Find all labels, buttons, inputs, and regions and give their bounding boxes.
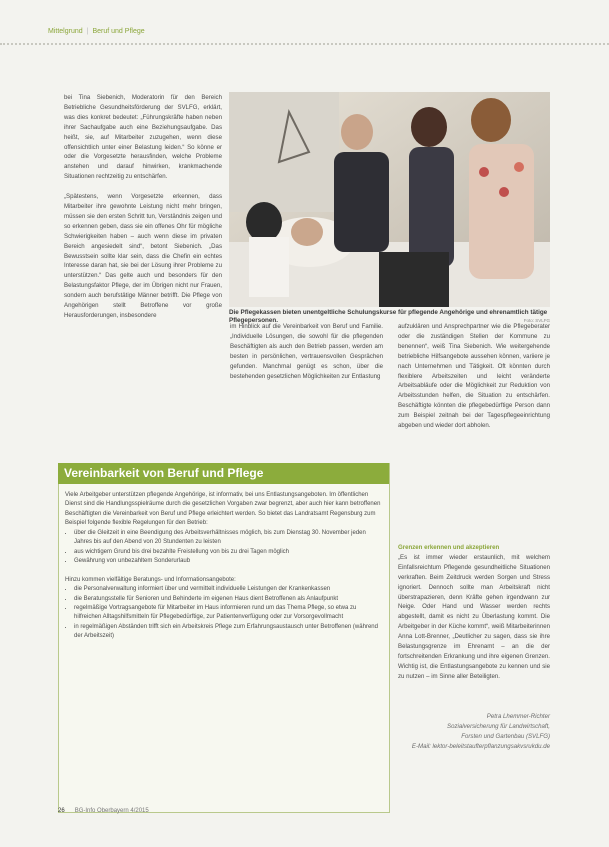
page-number: 26	[58, 808, 65, 814]
header-divider	[0, 43, 609, 45]
info-box-list-1	[65, 529, 383, 567]
list-item: • regelmäßige Vortragsangebote für Mitarbeiter im Haus informieren rund um das Thema Pflege, so etwa zu hilfreichen Alltagshilfsmitteln für Pflegebedürftige, zur Patientenverfügung oder zur Vorsorgevollmacht	[74, 604, 383, 623]
list-item: • Gewährung von unbezahltem Sonderurlaub	[74, 557, 383, 566]
list-item: • in regelmäßigen Abständen trifft sich ein Arbeitskreis Pflege zum Erfahrungsaustausch unter Betroffenen (während der Arbeitszeit)	[74, 623, 383, 642]
article-column-1: bei Tina Siebenich, Moderatorin für den Bereich Betriebliche Gesundheitsförderung der SVLFG, erklärt, was dies konkret bedeutet: „Führungskräfte haben neben ihrer Sachaufgabe auch eine Beziehungsaufgabe. Das heißt, sie, auf Mitarbeiter zuzugehen, wenn diese offensichtlich unter einer Belastung leiden.“ So könne er oder die Vorgesetzte herausfinden, welche Probleme anstehen und darauf hinwirken, krankmachende Situationen rechtzeitig zu entschärfen. „Spätestens, wenn Vorgesetzte erkennen, dass Mitarbeiter ihre gewohnte Leistung nicht mehr bringen, müssen sie den ersten Schritt tun, Verständnis zeigen und so erkennen geben, dass sie ein offenes Ohr für mögliche Schwierigkeiten haben – auch wenn diese im privaten Bereich angesiedelt sind“, betont Siebenich. „Das Bewusstsein sollte klar sein, dass die Chefin ein echtes Interesse daran hat, sie bei der Lösung ihrer Probleme zu unterstützen.“ Das gelte auch und besonders für den Belastungsfaktor Pflege, der im Übrigen nicht nur Frauen, sondern auch berufstätige Männer betrifft. Die Pflege von Angehörigen stellt Betroffene vor große Herausforderungen, insbesondere	[64, 94, 222, 319]
header-topic: Beruf und Pflege	[92, 28, 145, 35]
page-footer	[58, 808, 149, 814]
info-box-title: Vereinbarkeit von Beruf und Pflege	[58, 463, 389, 484]
list-item: • aus wichtigem Grund bis drei bezahlte Freistellung von bis zu drei Tagen möglich	[74, 548, 383, 557]
publication-name: BG-Info Oberbayern 4/2015	[74, 808, 149, 814]
info-box-intro: Viele Arbeitgeber unterstützen pflegende Angehörige, ist informativ, bei uns Entlastungsangeboten. Im öffentlichen Dienst sind die Handlungsspielräume durch die gesetzlichen Vorgaben zwar begrenzt, aber auch hier kann betroffenen Beschäftigten die Vereinbarkeit von Beruf und Pflege erleichtert werden. So bietet das Landratsamt Regensburg zum Beispiel folgende flexible Regelungen für den Betrieb:	[65, 492, 381, 527]
list-item: • die Personalverwaltung informiert über und vermittelt individuelle Leistungen der Krankenkassen	[74, 585, 383, 594]
info-box-list-2	[65, 585, 383, 642]
subheading: Grenzen erkennen und akzeptieren	[398, 544, 500, 551]
info-box-intro-2: Hinzu kommen vielfältige Beratungs- und Informationsangebote:	[65, 576, 236, 583]
author-signature: Petra Lhemmer-Richter Sozialversicherung für Landwirtschaft, Forsten und Gartenbau (SVLFG) E-Mail: lektor-beleitstaufterpflanzungsakvsrukdu.de	[411, 713, 550, 750]
info-box-text	[65, 491, 383, 642]
list-item: • über die Gleitzeit in eine Beendigung des Arbeitsverhältnisses möglich, bis zum Dienstag 30. November jeden Jahres bis auf den Abend von 20 Stundenten zu leisten	[74, 529, 383, 548]
header-section: Mittelgrund	[48, 28, 83, 35]
article-column-3b	[398, 543, 550, 682]
list-item: • die Beratungsstelle für Senioren und Behinderte im eigenen Haus dient Betroffenen als Anlaufpunkt	[74, 595, 383, 604]
article-column-2: im Hinblick auf die Vereinbarkeit von Beruf und Familie. „Individuelle Lösungen, die sowohl für die pflegenden Beschäftigten als auch den Betrieb passen, werden am besten in persönlichen, vertrauensvollen Gesprächen gefunden. Manchmal genügt es schon, über die bestehenden gesetzlichen Möglichkeiten zur Entlastung	[230, 323, 383, 380]
running-header: Mittelgrund | Beruf und Pflege	[48, 28, 145, 35]
photo-credit: Foto: SVLFG	[523, 318, 550, 323]
column-3b-text: „Es ist immer wieder erstaunlich, mit welchem Einfallsreichtum Pflegende gesundheitliche Situationen verkraften. Beim Zeitdruck werden Sorgen und Stress ignoriert. Dennoch sollte man Arbeitskraft nicht überstrapazieren, denn Kräfte gehen irgendwann zur Neige. Oder Hand und Wasser werden rechts abgestellt, damit es nicht zu Überlastung kommt. Die Arbeitgeber in der Küche kommt“, weiß Mitarbeiterinnen Anna Lott-Brenner, „Deutlicher zu sagen, dass sie ihre Belastungsgrenze im Ehrenamt – an die der fortschreitenden Erkrankung und ihre eigenen Grenzen. Wichtig ist, die Entlastungsangebote zu kennen und sie zu nutzen – im Sinne aller Beteiligten.	[398, 553, 550, 680]
article-column-3: aufzuklären und Ansprechpartner wie die Pflegeberater oder die zuständigen Stellen der Kommune zu benennen“, weiß Tina Siebenich. Wie weitergehende betriebliche Hilfsangebote aussehen können, variiere je nach Unternehmen und Tätigkeit. Oft könnten durch flexiblere Arbeitszeiten und leicht veränderte Arbeitsabläufe oder die Möglichkeit zur Reduktion von Arbeitsstunden helfen, die Situation zu entschärfen. Beschäftigte könnten die pflegebedürftige Person dann zum Beispiel zeitnah bei der Tagespflegeeinrichtung abgeben und wieder dort abholen.	[398, 323, 550, 430]
photo-caption: Die Pflegekassen bieten unentgeltliche Schulungskurse für pflegende Angehörige und ehrenamtlich tätige Pflegepersonen.	[229, 309, 548, 324]
article-photo	[229, 92, 550, 307]
